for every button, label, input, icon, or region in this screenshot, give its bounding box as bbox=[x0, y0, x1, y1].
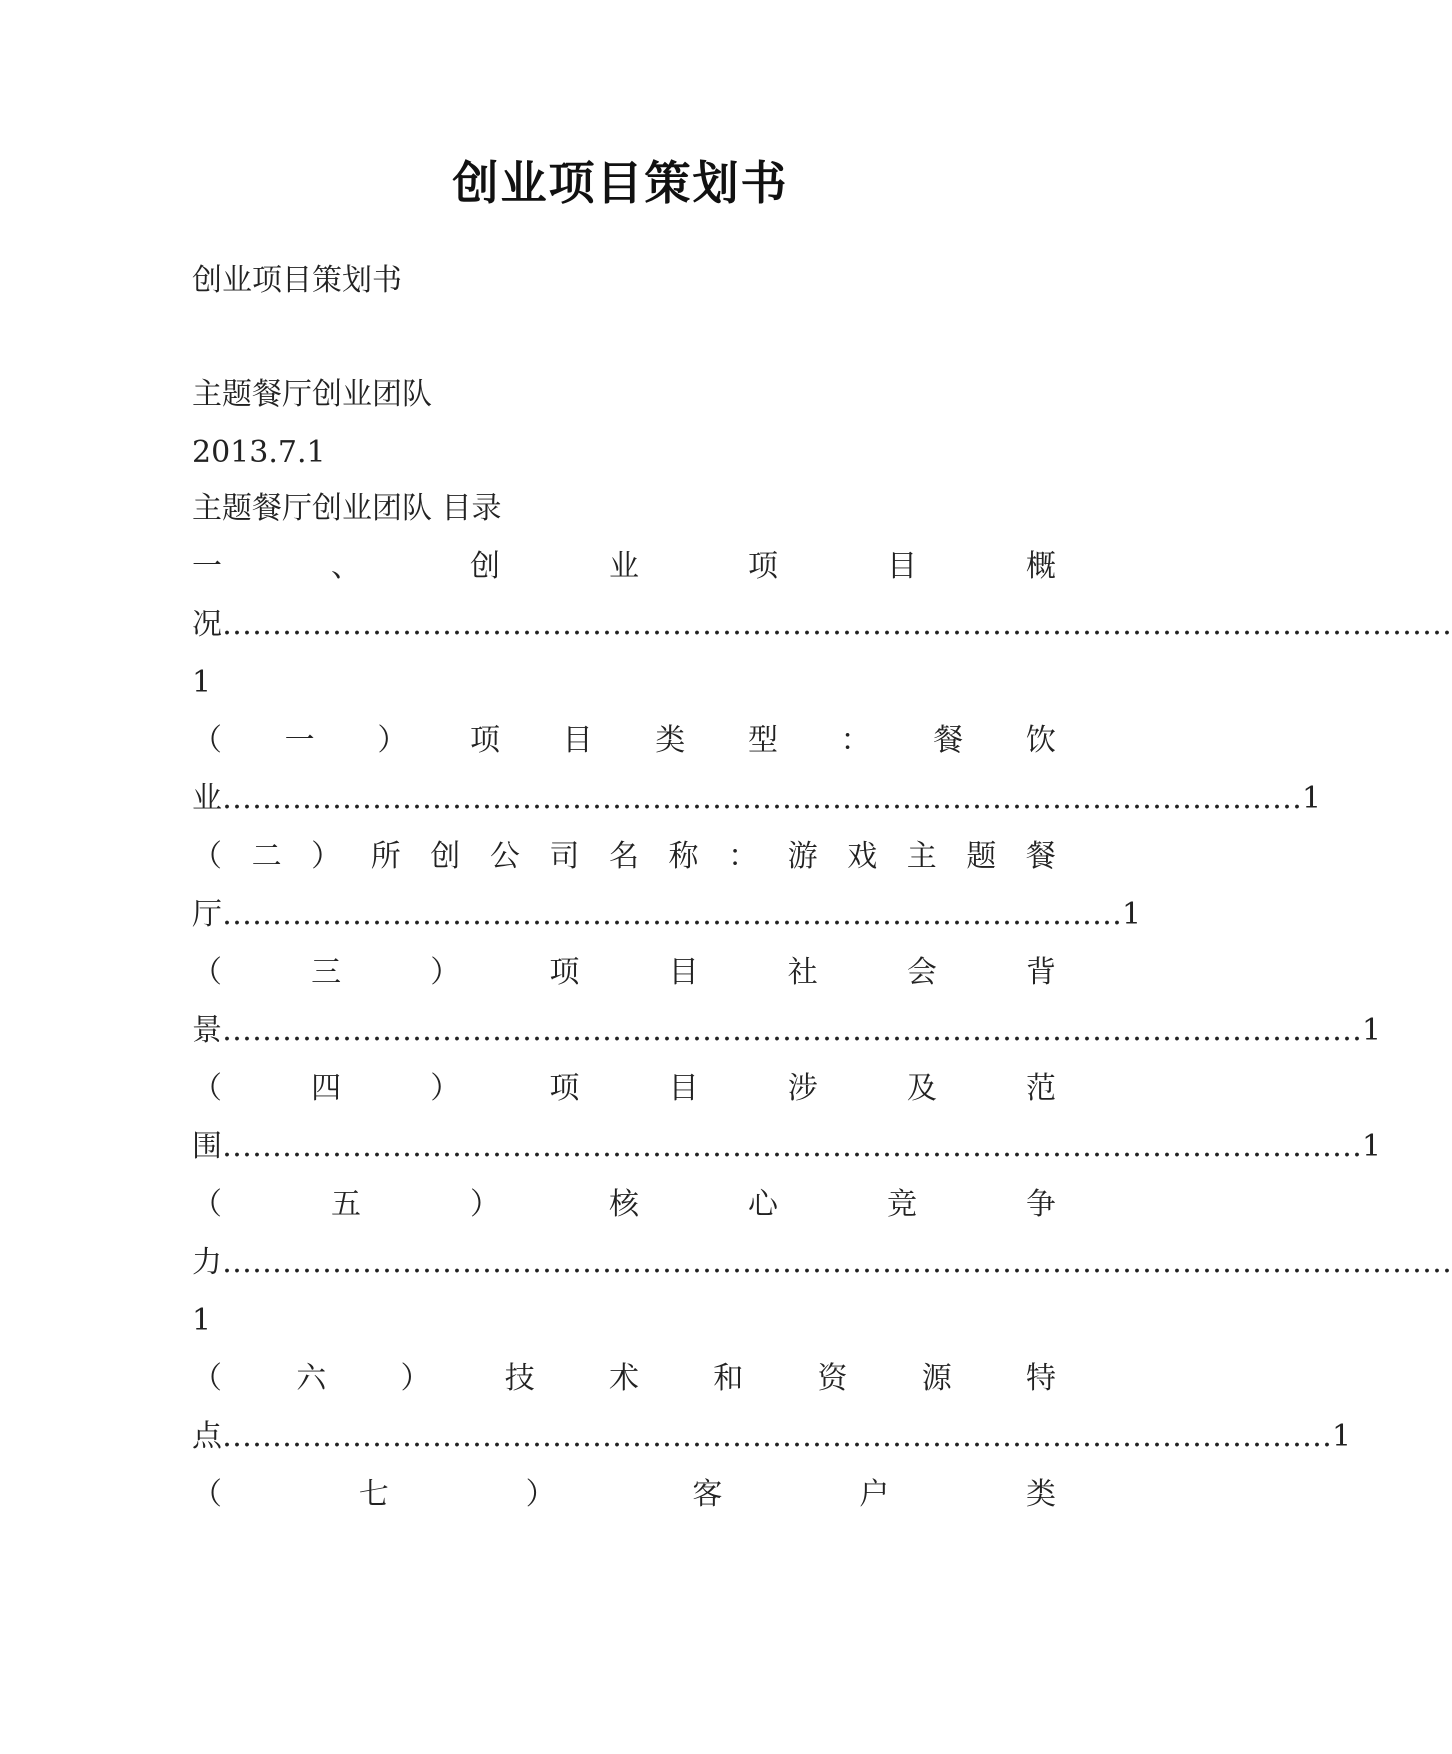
toc-heading-char: 客 bbox=[692, 1477, 723, 1512]
toc-entry-5-page: 1 bbox=[1362, 1129, 1382, 1164]
toc-heading-char: 会 bbox=[906, 955, 937, 990]
toc-heading-char: 源 bbox=[921, 1361, 952, 1396]
toc-heading-char: 题 bbox=[966, 839, 997, 874]
toc-heading-char: 名 bbox=[608, 839, 639, 874]
toc-heading-char: （ bbox=[192, 839, 222, 874]
toc-heading-char: 技 bbox=[504, 1361, 535, 1396]
toc-entry-7-heading bbox=[192, 1350, 1056, 1408]
toc-heading-char: 目 bbox=[668, 955, 699, 990]
toc-heading-char: 餐 bbox=[933, 723, 964, 758]
toc-heading-char: 术 bbox=[609, 1361, 639, 1396]
toc-heading-char: 游 bbox=[787, 839, 818, 874]
toc-entry-7-page: 1 bbox=[1332, 1419, 1352, 1454]
toc-entry-1-dots: …………………………………………………………………………………………………………… bbox=[222, 607, 1452, 642]
toc-heading-char: ： bbox=[728, 839, 759, 874]
toc-heading-char: 类 bbox=[655, 723, 686, 758]
toc-entry-3-dots: ……………………………………………………………………………… bbox=[222, 897, 1122, 932]
toc-heading-char: 二 bbox=[251, 839, 282, 874]
toc-heading-char: 户 bbox=[859, 1477, 890, 1512]
document-date: 2013.7.1 bbox=[192, 435, 326, 470]
toc-entry-7-leader bbox=[192, 1408, 1352, 1466]
toc-heading-char: ） bbox=[430, 955, 461, 990]
toc-heading-char: ） bbox=[377, 723, 408, 758]
toc-entry-4-leader bbox=[192, 1002, 1382, 1060]
toc-heading-char: 餐 bbox=[1025, 839, 1056, 874]
toc-heading-char: 三 bbox=[311, 955, 342, 990]
toc-entry-7-dots: ………………………………………………………………………………………………… bbox=[222, 1419, 1332, 1454]
toc-heading-char: 概 bbox=[1026, 549, 1056, 584]
toc-heading-char: 称 bbox=[668, 839, 699, 874]
toc-heading-char: 、 bbox=[331, 549, 361, 584]
toc-heading-char: 目 bbox=[668, 1071, 699, 1106]
toc-heading-char: 司 bbox=[549, 839, 580, 874]
toc-entry-6-dots: …………………………………………………………………………………………………………… bbox=[222, 1245, 1452, 1280]
toc-heading-char: 项 bbox=[549, 955, 580, 990]
toc-entry-6-page: 1 bbox=[192, 1303, 212, 1338]
toc-heading-char: 资 bbox=[817, 1361, 848, 1396]
toc-entry-6-heading bbox=[192, 1176, 1056, 1234]
toc-entry-8-heading bbox=[192, 1466, 1056, 1524]
toc-heading-char: 心 bbox=[748, 1187, 778, 1222]
toc-heading-char: 四 bbox=[311, 1071, 342, 1106]
toc-entry-1-heading bbox=[192, 538, 1056, 596]
toc-heading-char: 目 bbox=[887, 549, 917, 584]
toc-heading-char: （ bbox=[192, 1477, 222, 1512]
toc-entry-7-last-char: 点 bbox=[192, 1419, 222, 1454]
toc-heading-char: （ bbox=[192, 1361, 222, 1396]
toc-entry-5-leader bbox=[192, 1118, 1382, 1176]
toc-heading-char: 核 bbox=[609, 1187, 639, 1222]
toc-heading-char: 涉 bbox=[787, 1071, 818, 1106]
toc-entry-5-heading bbox=[192, 1060, 1056, 1118]
document-title: 创业项目策划书 bbox=[452, 156, 789, 210]
toc-heading-char: ： bbox=[840, 723, 871, 758]
toc-entry-4-last-char: 景 bbox=[192, 1013, 222, 1048]
toc-heading-char: 背 bbox=[1025, 955, 1056, 990]
toc-heading-char: （ bbox=[192, 1071, 222, 1106]
toc-entry-3-heading bbox=[192, 828, 1056, 886]
toc-entry-3-page: 1 bbox=[1122, 897, 1142, 932]
toc-heading-char: （ bbox=[192, 955, 222, 990]
toc-entry-2-dots: ……………………………………………………………………………………………… bbox=[222, 781, 1302, 816]
toc-heading-char: 创 bbox=[470, 549, 500, 584]
toc-entry-5-dots: …………………………………………………………………………………………………… bbox=[222, 1129, 1362, 1164]
toc-heading-char: 及 bbox=[906, 1071, 937, 1106]
toc-heading-char: 饮 bbox=[1025, 723, 1056, 758]
toc-entry-2-page: 1 bbox=[1302, 781, 1322, 816]
toc-entry-4-dots: …………………………………………………………………………………………………… bbox=[222, 1013, 1362, 1048]
toc-heading-char: （ bbox=[192, 723, 222, 758]
toc-heading-char: 类 bbox=[1025, 1477, 1056, 1512]
toc-heading-char: 竞 bbox=[887, 1187, 917, 1222]
toc-entry-2-heading bbox=[192, 712, 1056, 770]
toc-heading-char: 公 bbox=[489, 839, 520, 874]
toc-heading-char: （ bbox=[192, 1187, 222, 1222]
toc-heading-char: 范 bbox=[1025, 1071, 1056, 1106]
toc-heading-char: 特 bbox=[1026, 1361, 1056, 1396]
toc-heading-char: ） bbox=[470, 1187, 500, 1222]
toc-heading-char: 主 bbox=[906, 839, 937, 874]
document-subtitle: 创业项目策划书 bbox=[192, 263, 402, 298]
toc-entry-6-leader bbox=[192, 1234, 1452, 1292]
toc-heading-char: 五 bbox=[331, 1187, 361, 1222]
toc-heading-char: 业 bbox=[609, 549, 639, 584]
toc-heading-char: ） bbox=[400, 1361, 431, 1396]
toc-heading-char: 一 bbox=[284, 723, 315, 758]
toc-entry-5-last-char: 围 bbox=[192, 1129, 222, 1164]
toc-entry-4-page: 1 bbox=[1362, 1013, 1382, 1048]
toc-heading-char: 目 bbox=[562, 723, 593, 758]
toc-entry-2-last-char: 业 bbox=[192, 781, 222, 816]
toc-entry-2-leader bbox=[192, 770, 1322, 828]
toc-heading-char: 型 bbox=[747, 723, 778, 758]
toc-entry-3-leader bbox=[192, 886, 1142, 944]
toc-heading-char: ） bbox=[430, 1071, 461, 1106]
contents-heading: 主题餐厅创业团队 目录 bbox=[192, 491, 502, 526]
toc-heading-char: 六 bbox=[296, 1361, 327, 1396]
toc-heading-char: 项 bbox=[549, 1071, 580, 1106]
toc-entry-1-leader bbox=[192, 596, 1452, 654]
toc-heading-char: ） bbox=[311, 839, 342, 874]
toc-heading-char: 所 bbox=[370, 839, 401, 874]
toc-heading-char: 和 bbox=[713, 1361, 744, 1396]
toc-entry-1-last-char: 况 bbox=[192, 607, 222, 642]
toc-entry-3-last-char: 厅 bbox=[192, 897, 222, 932]
toc-heading-char: 社 bbox=[787, 955, 818, 990]
toc-heading-char: 七 bbox=[358, 1477, 389, 1512]
toc-heading-char: ） bbox=[525, 1477, 556, 1512]
toc-heading-char: 创 bbox=[430, 839, 461, 874]
toc-heading-char: 争 bbox=[1026, 1187, 1056, 1222]
toc-entry-4-heading bbox=[192, 944, 1056, 1002]
toc-heading-char: 戏 bbox=[847, 839, 878, 874]
toc-entry-6-last-char: 力 bbox=[192, 1245, 222, 1280]
toc-heading-char: 一 bbox=[192, 549, 222, 584]
team-name: 主题餐厅创业团队 bbox=[192, 377, 432, 412]
toc-entry-1-page: 1 bbox=[192, 665, 212, 700]
toc-heading-char: 项 bbox=[748, 549, 778, 584]
toc-heading-char: 项 bbox=[469, 723, 500, 758]
